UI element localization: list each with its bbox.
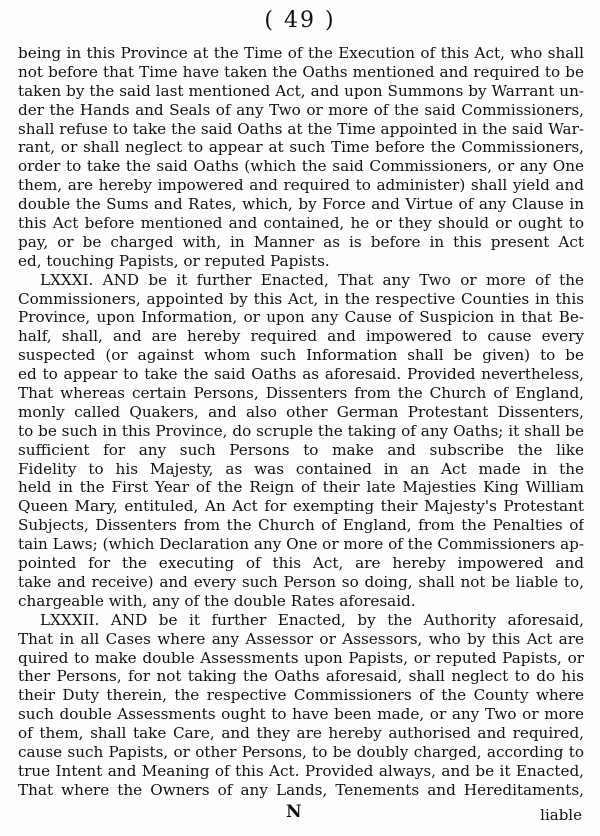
text-line: shall refuse to take the said Oaths at the Time appointed in the said War- <box>18 119 584 138</box>
text-line: their Duty therein, the respective Commissioners of the County where <box>18 686 584 705</box>
text-line: double the Sums and Rates, which, by Force and Virtue of any Clause in <box>18 195 584 214</box>
text-line: cause such Papists, or other Persons, to be doubly charged, according to <box>18 742 584 761</box>
text-line: to be such in this Province, do scruple the taking of any Oaths; it shall be <box>18 421 584 440</box>
text-line: Commissioners, appointed by this Act, in the respective Counties in this <box>18 289 584 308</box>
text-line: such double Assessments ought to have been made, or any Two or more <box>18 705 584 724</box>
text-line: taken by the said last mentioned Act, and upon Summons by Warrant un- <box>18 81 584 100</box>
page-number: ( 49 ) <box>264 8 336 33</box>
text-line: being in this Province at the Time of the Execution of this Act, who shall <box>18 44 584 62</box>
text-line: tain Laws; (which Declaration any One or more of the Commissioners ap- <box>18 535 584 554</box>
text-line: LXXXI. AND be it further Enacted, That any Two or more of the <box>40 270 584 289</box>
text-line: them, are hereby impowered and required to administer) shall yield and <box>18 176 584 195</box>
text-line: true Intent and Meaning of this Act. Provided always, and be it Enacted, <box>18 761 584 780</box>
text-line: order to take the said Oaths (which the said Commissioners, or any One <box>18 157 584 176</box>
text-line: this Act before mentioned and contained, he or they should or ought to <box>18 214 584 233</box>
text-line: ed to appear to take the said Oaths as aforesaid. Provided nevertheless, <box>18 365 584 384</box>
signature-mark: N <box>286 802 302 822</box>
body-text <box>18 44 584 800</box>
text-line: Fidelity to his Majesty, as was contained in an Act made in the <box>18 459 584 478</box>
text-line: ther Persons, for not taking the Oaths aforesaid, shall neglect to do his <box>18 667 584 686</box>
text-line: That where the Owners of any Lands, Tenements and Hereditaments, <box>18 780 584 799</box>
text-line: pointed for the executing of this Act, are hereby impowered and <box>18 554 584 573</box>
text-line: Province, upon Information, or upon any Cause of Suspicion in that Be- <box>18 308 584 327</box>
text-line: rant, or shall neglect to appear at such Time before the Commissioners, <box>18 138 584 157</box>
text-line: Subjects, Dissenters from the Church of England, from the Penalties of <box>18 516 584 535</box>
text-line: take and receive) and every such Person so doing, shall not be liable to, <box>18 572 584 591</box>
catchword: liable <box>540 806 582 824</box>
text-line: Queen Mary, entituled, An Act for exempting their Majesty's Protestant <box>18 497 584 516</box>
text-line: sufficient for any such Persons to make and subscribe the like <box>18 440 584 459</box>
text-line: held in the First Year of the Reign of their late Majesties King William <box>18 478 584 497</box>
text-line: That whereas certain Persons, Dissenters from the Church of England, <box>18 384 584 403</box>
text-line: not before that Time have taken the Oaths mentioned and required to be <box>18 62 584 81</box>
text-line: quired to make double Assessments upon Papists, or reputed Papists, or <box>18 648 584 667</box>
text-line: monly called Quakers, and also other German Protestant Dissenters, <box>18 402 584 421</box>
text-line: That in all Cases where any Assessor or Assessors, who by this Act are <box>18 629 584 648</box>
text-line: half, shall, and are hereby required and impowered to cause every <box>18 327 584 346</box>
text-line: der the Hands and Seals of any Two or more of the said Commissioners, <box>18 100 584 119</box>
text-line: of them, shall take Care, and they are hereby authorised and required, <box>18 724 584 743</box>
text-line: ed, touching Papists, or reputed Papists. <box>18 251 330 270</box>
text-line: suspected (or against whom such Information shall be given) to be <box>18 346 584 365</box>
text-line: pay, or be charged with, in Manner as is before in this present Act <box>18 232 584 251</box>
text-line: chargeable with, any of the double Rates aforesaid. <box>18 591 416 610</box>
text-line: LXXXII. AND be it further Enacted, by the Authority aforesaid, <box>40 610 584 629</box>
